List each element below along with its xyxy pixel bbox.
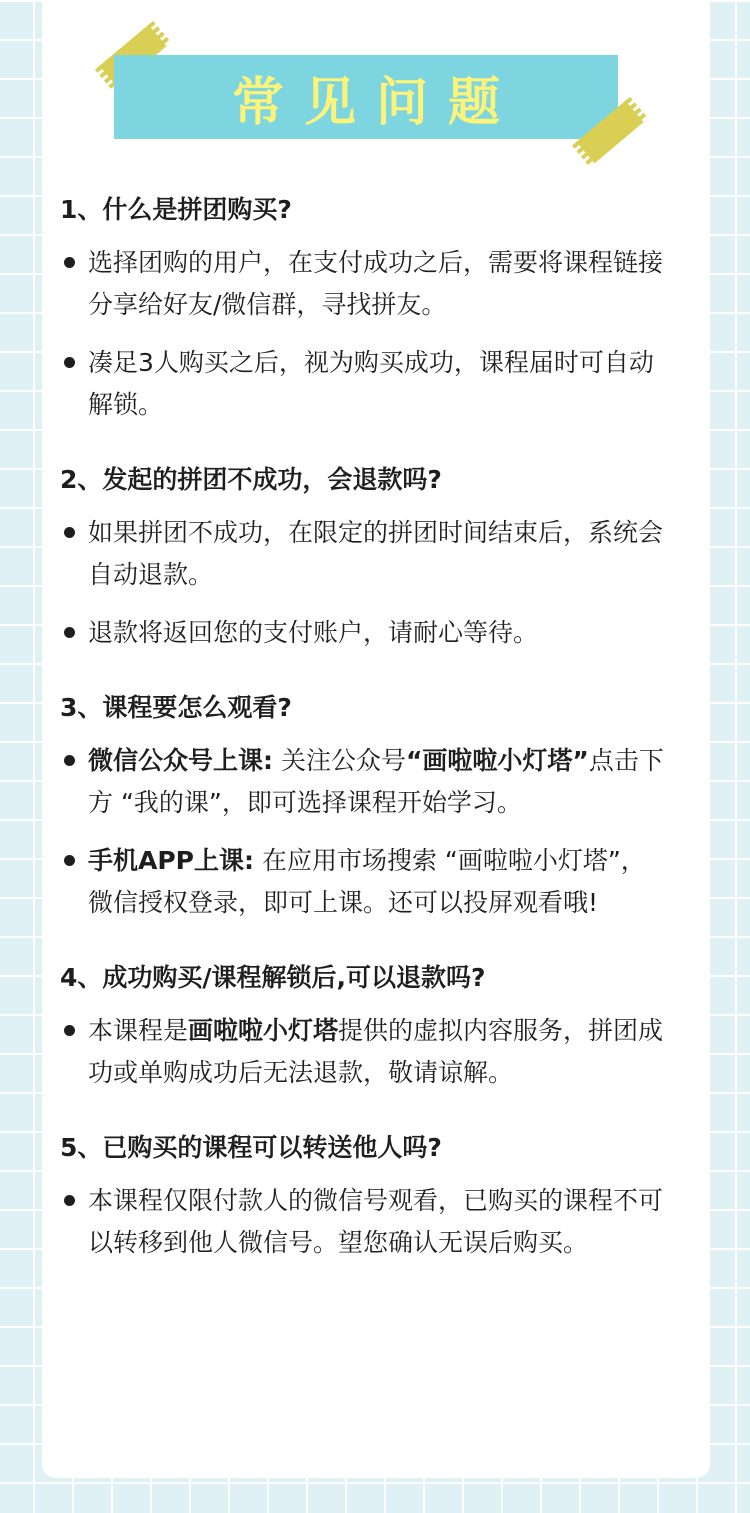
faq-answer-item [60,342,670,426]
faq-section [60,688,670,924]
faq-answer-item [60,242,670,326]
faq-answer-text: 点击下方 “我的课”，即可选择课程开始学习。 [88,746,664,817]
faq-answer-text: 提供的虚拟内容服务，拼团成功或单购成功后无法退款，敬请谅解。 [88,1016,664,1087]
brand-name: 画啦啦小灯塔 [188,1016,339,1045]
account-name: “画啦啦小灯塔” [405,746,589,775]
faq-section [60,1128,670,1264]
faq-answer-text: 关注公众号 [273,746,406,775]
faq-answer-text: 本课程仅限付款人的微信号观看，已购买的课程不可以转移到他人微信号。望您确认无误后购买。 [88,1186,664,1257]
faq-answer-text: 在应用市场搜索 “画啦啦小灯塔”，微信授权登录，即可上课。还可以投屏观看哦! [88,846,646,917]
faq-answer-text: 凑足3人购买之后，视为购买成功，课程届时可自动解锁。 [88,348,654,419]
faq-answer-item [60,1180,670,1264]
bullet-icon [64,627,75,638]
faq-question: 2、发起的拼团不成功，会退款吗? [60,465,442,494]
faq-question: 1、什么是拼团购买? [60,195,292,224]
bullet-icon [64,1025,75,1036]
faq-question: 4、成功购买/课程解锁后,可以退款吗? [60,963,486,992]
faq-answer-item [60,840,670,924]
title-banner [114,55,618,139]
faq-answer-text: 退款将返回您的支付账户，请耐心等待。 [88,618,539,647]
bullet-icon [64,855,75,866]
faq-question: 3、课程要怎么观看? [60,693,292,722]
faq-answer-text: 如果拼团不成功，在限定的拼团时间结束后，系统会自动退款。 [88,518,664,589]
bullet-icon [64,527,75,538]
page-title: 常见问题 [231,72,520,133]
faq-answer-text: 选择团购的用户，在支付成功之后，需要将课程链接分享给好友/微信群，寻找拼友。 [88,248,664,319]
faq-section [60,460,670,654]
faq-question: 5、已购买的课程可以转送他人吗? [60,1133,442,1162]
faq-answer-text: 本课程是 [88,1016,189,1045]
bullet-icon [64,1195,75,1206]
wechat-method-label: 微信公众号上课: [88,746,273,775]
faq-answer-item [60,740,670,824]
faq-answer-item [60,512,670,596]
app-method-label: 手机APP上课: [88,846,254,875]
bullet-icon [64,755,75,766]
faq-answer-item [60,1010,670,1094]
bullet-icon [64,357,75,368]
faq-list [60,190,670,1298]
faq-section [60,190,670,426]
faq-section [60,958,670,1094]
bullet-icon [64,257,75,268]
faq-answer-item [60,612,670,654]
